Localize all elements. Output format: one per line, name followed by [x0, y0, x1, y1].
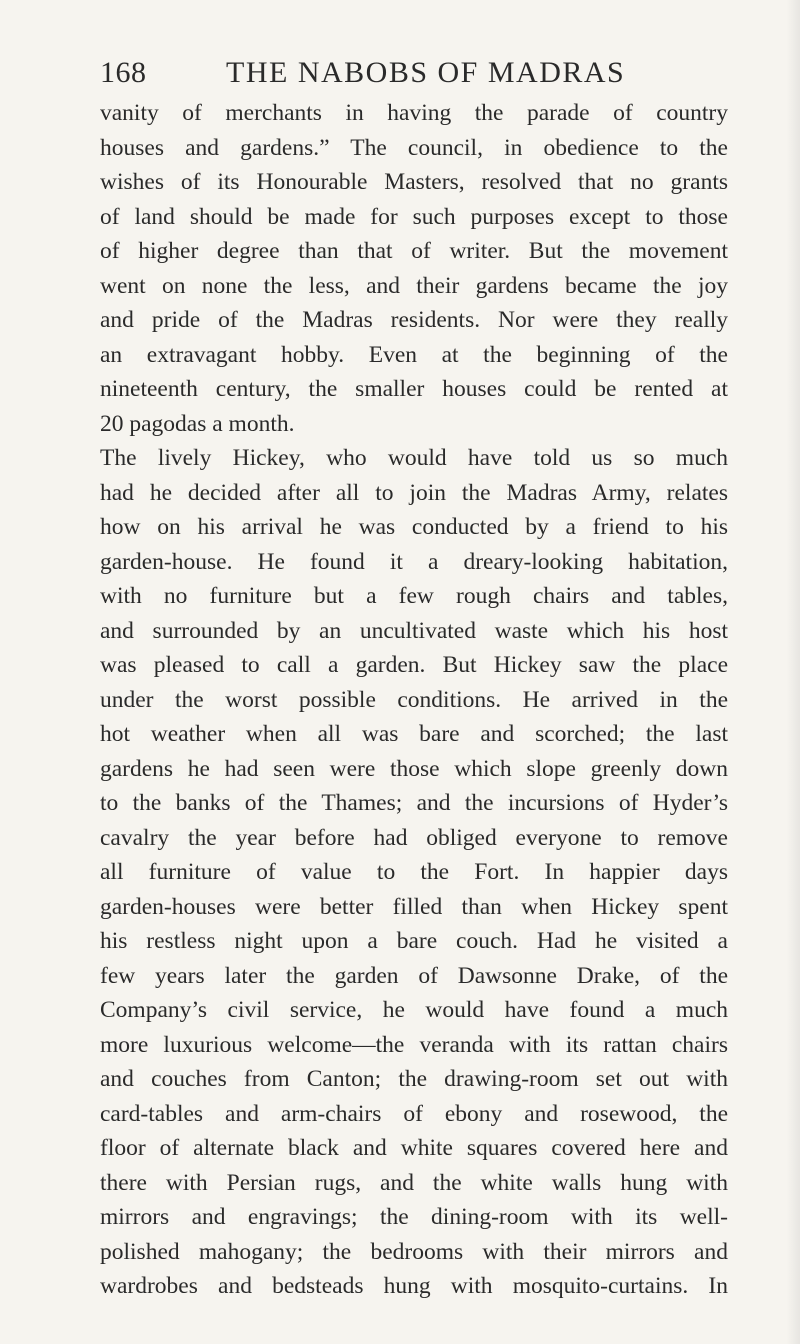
text-line: gardens he had seen were those which slope greenly down	[100, 755, 728, 782]
text-line: floor of alternate black and white squares covered here and	[100, 1135, 728, 1161]
text-line: polished mahogany; the bedrooms with their mirrors and	[100, 1238, 728, 1265]
text-line: had he decided after all to join the Madras Army, relates	[100, 479, 728, 506]
text-line: all furniture of value to the Fort. In happier days	[100, 859, 728, 885]
text-line: with no furniture but a few rough chairs and tables,	[100, 583, 728, 609]
text-line: and couches from Canton; the drawing-room set out with	[100, 1066, 728, 1092]
text-line: card-tables and arm-chairs of ebony and rosewood, the	[100, 1100, 728, 1127]
text-line: his restless night upon a bare couch. Had he visited a	[100, 928, 728, 954]
text-line: was pleased to call a garden. But Hickey saw the place	[100, 652, 728, 678]
text-line: few years later the garden of Dawsonne Drake, of the	[100, 962, 728, 989]
page-number: 168	[100, 56, 147, 89]
text-line: an extravagant hobby. Even at the beginning of the	[100, 341, 728, 368]
text-line: mirrors and engravings; the dining-room with its well-	[100, 1204, 728, 1230]
text-line: hot weather when all was bare and scorched; the last	[100, 721, 728, 747]
text-line: more luxurious welcome—the veranda with its rattan chairs	[100, 1031, 728, 1058]
running-head: THE NABOBS OF MADRAS	[226, 56, 626, 89]
text-line: of higher degree than that of writer. But the movement	[100, 238, 728, 264]
text-line: to the banks of the Thames; and the incursions of Hyder’s	[100, 790, 728, 816]
page-header	[100, 56, 728, 96]
text-line: 20 pagodas a month.	[100, 410, 295, 437]
text-line: Company’s civil service, he would have found a much	[100, 997, 728, 1023]
text-line: garden-houses were better filled than when Hickey spent	[100, 893, 728, 920]
text-line: houses and gardens.” The council, in obedience to the	[100, 134, 728, 161]
text-line: and pride of the Madras residents. Nor were they really	[100, 307, 728, 333]
text-line: garden-house. He found it a dreary-looking habitation,	[100, 548, 728, 575]
text-line: nineteenth century, the smaller houses could be rented at	[100, 376, 728, 402]
text-line: The lively Hickey, who would have told us so much	[100, 445, 728, 471]
text-line: how on his arrival he was conducted by a friend to his	[100, 514, 728, 540]
body-text	[100, 96, 728, 1304]
text-line: cavalry the year before had obliged everyone to remove	[100, 824, 728, 851]
text-line: wardrobes and bedsteads hung with mosquito-curtains. In	[100, 1273, 728, 1299]
text-line: wishes of its Honourable Masters, resolved that no grants	[100, 169, 728, 195]
text-line: vanity of merchants in having the parade of country	[100, 100, 728, 126]
text-line: under the worst possible conditions. He arrived in the	[100, 686, 728, 713]
text-line: there with Persian rugs, and the white walls hung with	[100, 1169, 728, 1196]
page-edge-shadow	[786, 0, 800, 1344]
text-line: went on none the less, and their gardens became the joy	[100, 272, 728, 299]
text-line: and surrounded by an uncultivated waste which his host	[100, 617, 728, 644]
text-line: of land should be made for such purposes except to those	[100, 203, 728, 230]
